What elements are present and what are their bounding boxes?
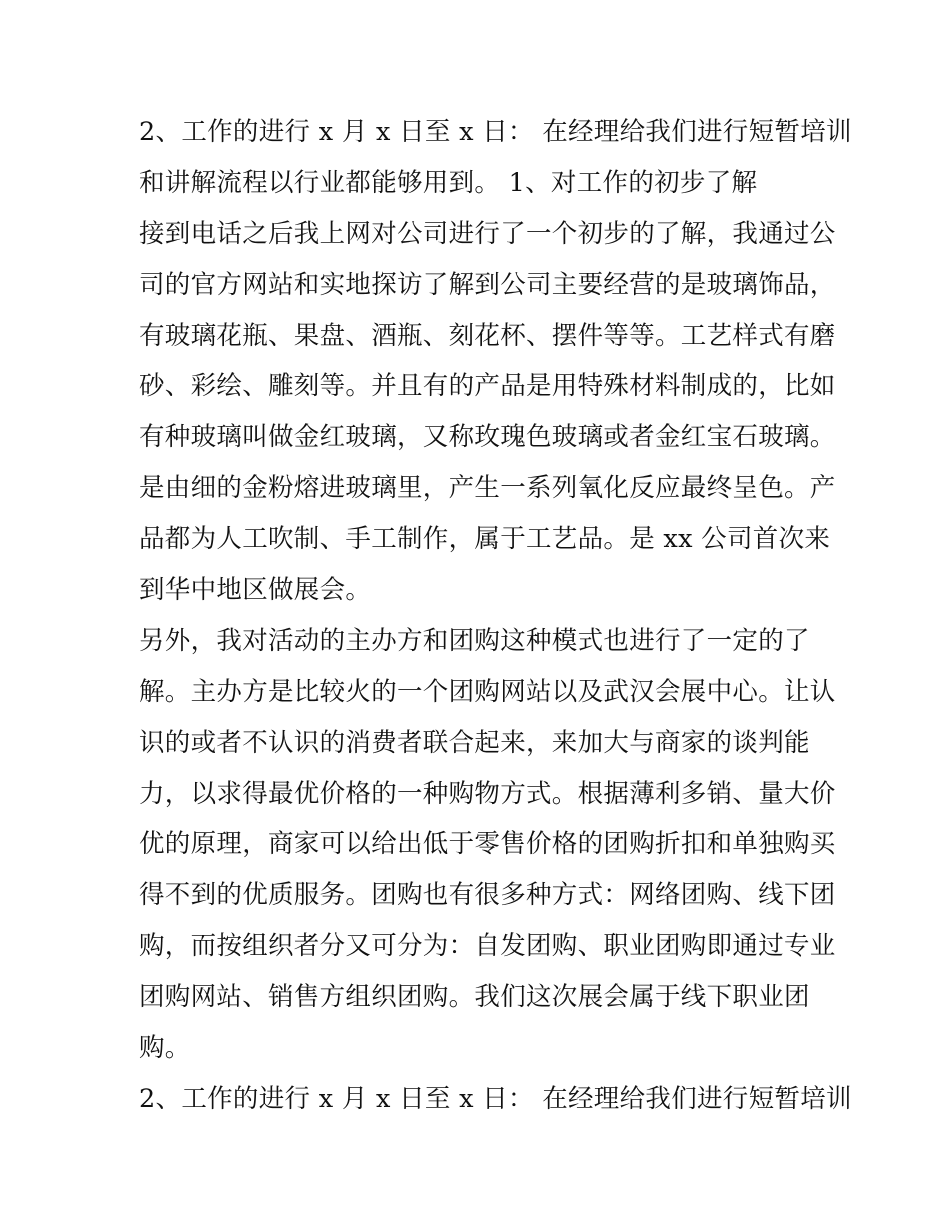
text-line: 有玻璃花瓶、果盘、酒瓶、刻花杯、摆件等等。工艺样式有磨	[139, 320, 836, 351]
text-line: 有种玻璃叫做金红玻璃，又称玫瑰色玻璃或者金红宝石玻璃。	[139, 422, 836, 453]
text-line: 品都为人工吹制、手工制作，属于工艺品。是 xx 公司首次来	[139, 524, 831, 555]
text-line: 和讲解流程以行业都能够用到。 1、对工作的初步了解	[139, 167, 758, 198]
text-line: 团购网站、销售方组织团购。我们这次展会属于线下职业团	[139, 982, 810, 1013]
text-line: 解。主办方是比较火的一个团购网站以及武汉会展中心。让认	[139, 676, 836, 707]
body-text	[139, 107, 852, 1125]
text-line: 另外，我对活动的主办方和团购这种模式也进行了一定的了	[139, 625, 810, 656]
text-line: 购，而按组织者分又可分为：自发团购、职业团购即通过专业	[139, 931, 836, 962]
text-line: 司的官方网站和实地探访了解到公司主要经营的是玻璃饰品，	[139, 269, 836, 300]
text-line: 是由细的金粉熔进玻璃里，产生一系列氧化反应最终呈色。产	[139, 473, 836, 504]
text-line: 接到电话之后我上网对公司进行了一个初步的了解，我通过公	[139, 218, 836, 249]
text-line: 力，以求得最优价格的一种购物方式。根据薄利多销、量大价	[139, 778, 836, 809]
text-line: 2、工作的进行 x 月 x 日至 x 日： 在经理给我们进行短暂培训	[139, 1083, 852, 1114]
text-line: 得不到的优质服务。团购也有很多种方式：网络团购、线下团	[139, 880, 836, 911]
text-line: 2、工作的进行 x 月 x 日至 x 日： 在经理给我们进行短暂培训	[139, 117, 852, 147]
text-line: 识的或者不认识的消费者联合起来，来加大与商家的谈判能	[139, 727, 810, 758]
text-line: 购。	[139, 1033, 191, 1064]
text-line: 到华中地区做展会。	[139, 575, 372, 606]
text-line: 优的原理，商家可以给出低于零售价格的团购折扣和单独购买	[139, 829, 836, 860]
text-line: 砂、彩绘、雕刻等。并且有的产品是用特殊材料制成的，比如	[139, 371, 836, 402]
